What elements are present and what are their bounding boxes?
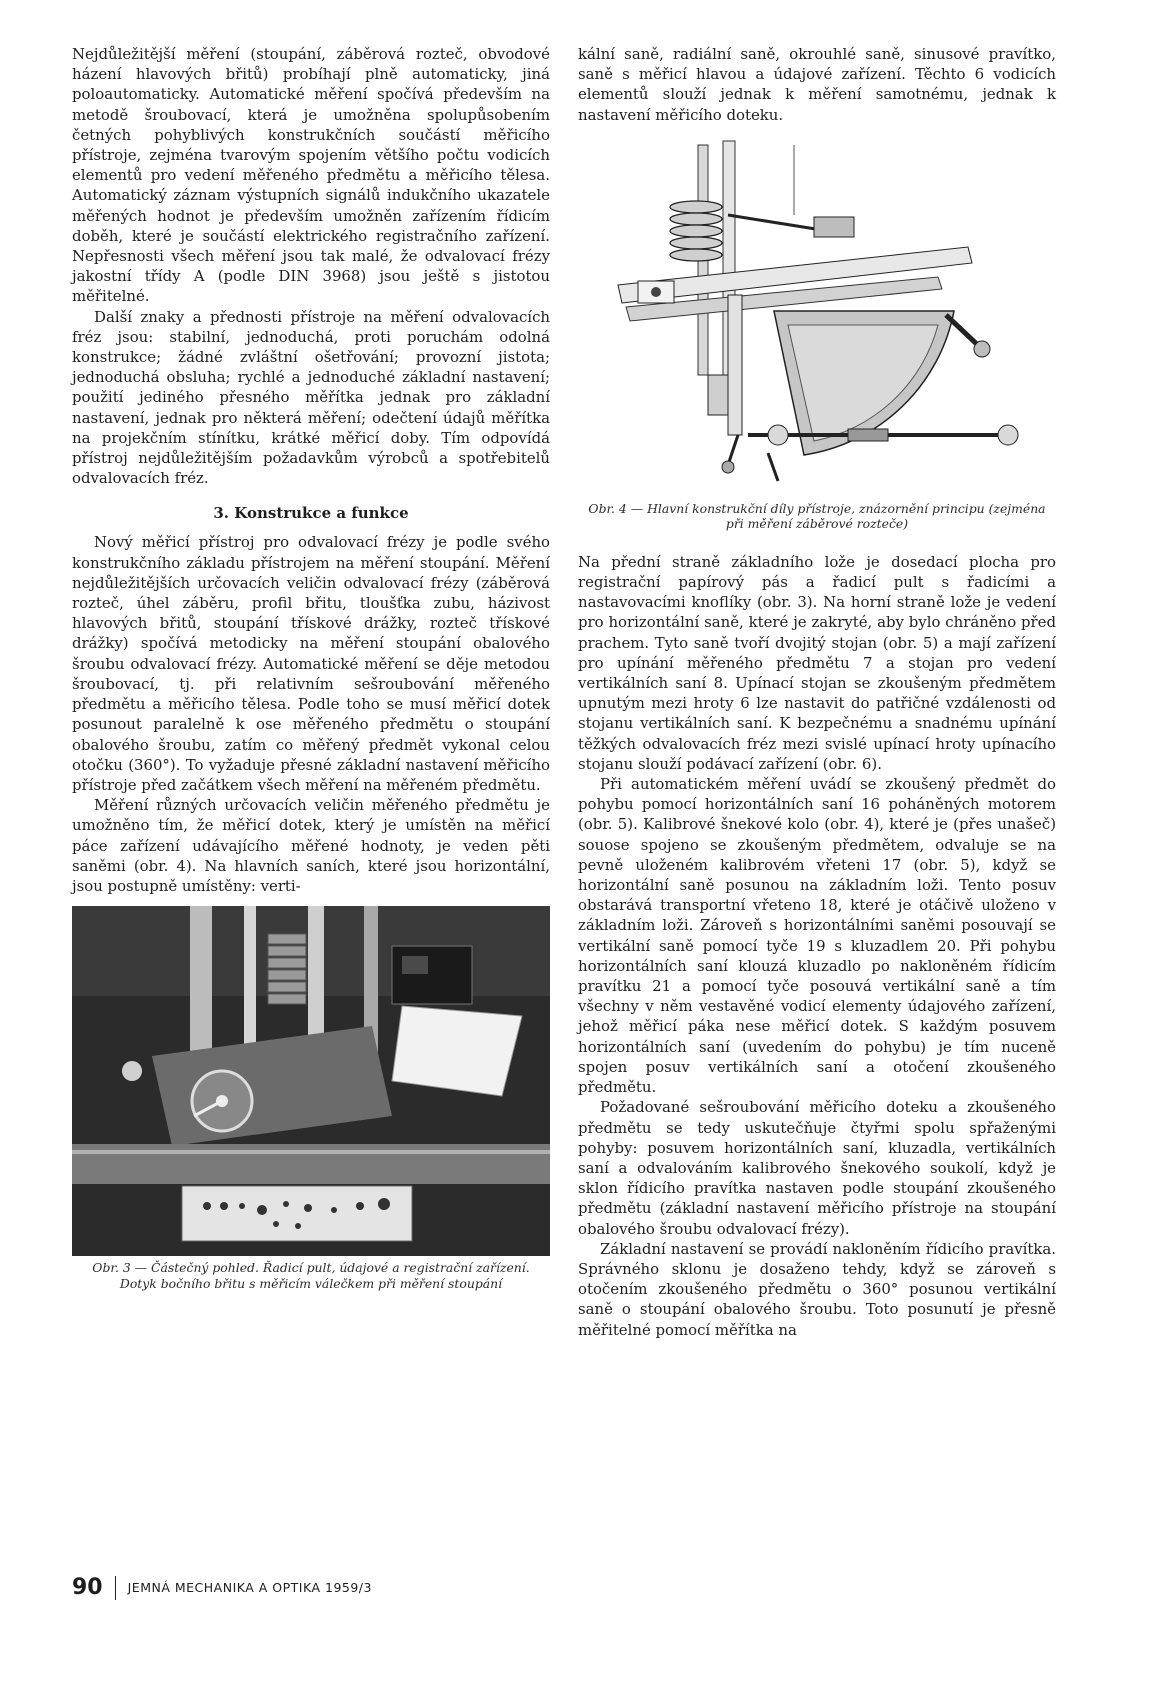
paragraph: Nový měřicí přístroj pro odvalovací frézy je podle svého konstrukčního základu přístrojem na měření stoupání. Měření nejdůležitějších určovacích veličin odvalovací frézy (záběrová rozteč, úhel záběru, profil břitu, tloušťka zubu, házivost hlavových břitů, stoupání třískové drážky, rozteč třískové drážky) spočívá metodicky na měření stoupání obalového šroubu odvalovací frézy. Automatické měření se děje metodou šroubovací, tj. při relativním sešroubování měřeného předmětu a měřicího tělesa. Podle toho se musí měřicí dotek posunout paralelně k ose měřeného předmětu o stoupání obalového šroubu, zatím co měřený předmět vykonal celou otočku (360°). To vyžaduje přesné základní nastavení měřicího přístroje před začátkem všech měření na měřeném předmětu. [72,533,550,794]
figure-4-caption: Obr. 4 — Hlavní konstrukční díly přístroje, znázornění principu (zejména při měření záběrové rozteče) [588,500,1046,532]
paragraph: Měření různých určovacích veličin měřeného předmětu je umožněno tím, že měřicí dotek, který je umístěn na měřicí páce zařízení udávajícího měřené hodnoty, je veden pěti saněmi (obr. 4). Na hlavních saních, které jsou horizontální, jsou postupně umístěny: verti- [72,796,550,895]
left-column [72,44,550,1299]
right-column [578,44,1056,1340]
paragraph: Základní nastavení se provádí nakloněním řídicího pravítka. Správného sklonu je dosaženo tehdy, když se zároveň s otočením zkoušeného předmětu o 360° posunou vertikální saně o stoupání obalového šroubu. Toto posunutí je přesně měřitelné pomocí měřítka na [578,1239,1056,1339]
paragraph: Na přední straně základního lože je dosedací plocha pro registrační papírový pás a řadicí pult s řadicími a nastavovacími knoflíky (obr. 3). Na horní straně lože je vedení pro horizontální saně, které je zakryté, aby bylo chráněno před prachem. Tyto saně tvoří dvojitý stojan (obr. 5) a mají zařízení pro upínání měřeného předmětu 7 a stojan pro vedení vertikálních saní 8. Upínací stojan se zkoušeným předmětem upnutým mezi hroty 6 lze nastavit do patřičné vzdálenosti od stojanu vertikálních saní. K bezpečnému a snadnému upínání těžkých odvalovacích fréz mezi svislé upínací hroty upínacího stojanu slouží podávací zařízení (obr. 6). [578,552,1056,773]
footer-divider [115,1576,116,1600]
paragraph: Nejdůležitější měření (stoupání, záběrová rozteč, obvodové házení hlavových břitů) probíhají plně automaticky, jiná poloautomaticky. Automatické měření spočívá především na metodě šroubovací, která je umožněna spolupůsobením četných pohyblivých konstrukčních součástí měřicího přístroje, zejména tvarovým spojením většího počtu vodicích elementů pro vedení měřeného předmětu a měřicího tělesa. Automatický záznam výstupních signálů indukčního ukazatele měřených hodnot je především umožněn zařízením řídicím doběh, které je součástí elektrického registračního zařízení. Nepřesnosti všech měření jsou tak malé, že odvalovací frézy jakostní třídy A (podle DIN 3968) jsou ještě s jistotou měřitelné. [72,45,550,306]
page-number: 90 [72,1575,103,1600]
paragraph: kální saně, radiální saně, okrouhlé saně, sinusové pravítko, saně s měřicí hlavou a údajové zařízení. Těchto 6 vodicích elementů slouží jednak k měření samotnému, jednak k nastavení měřicího doteku. [578,45,1056,124]
journal-name: JEMNÁ MECHANIKA A OPTIKA 1959/3 [127,1580,372,1595]
figure-3-photo [72,906,550,1256]
section-heading: 3. Konstrukce a funkce [213,504,409,523]
figure-4-diagram [578,135,1056,497]
paragraph: Požadované sešroubování měřicího doteku a zkoušeného předmětu se tedy uskutečňuje čtyřmi spolu spřaženými pohyby: posuvem horizontálních saní, kluzadla, vertikálních saní a odvalováním kalibrového šnekového soukolí, když je sklon řídicího pravítka nastaven podle stoupání zkoušeného předmětu (základní nastavení měřicího přístroje na stoupání obalového šroubu odvalovací frézy). [578,1098,1056,1238]
figure-4 [578,135,1056,532]
paragraph: Při automatickém měření uvádí se zkoušený předmět do pohybu pomocí horizontálních saní 16 poháněných motorem (obr. 5). Kalibrové šnekové kolo (obr. 4), které je (přes unašeč) souose spojeno se zkoušeným předmětem, odvaluje se na pevně uloženém kalibrovém vřeteni 17 (obr. 5), když se horizontální saně posunou na základním loži. Tento posuv obstarává transportní vřeteno 18, které je otáčivě uloženo v základním loži. Zároveň s horizontálními saněmi posouvají se vertikální saně pomocí tyče 19 s kluzadlem 20. Při pohybu horizontálních saní klouzá kluzadlo po nakloněném řídicím pravítku 21 a pomocí tyče posouvá vertikální saně a tím všechny v něm vestavěné vodicí elementy údajového zařízení, jehož měřicí páka nese měřicí dotek. S každým posuvem horizontálních saní (uvedením do pohybu) je tím nuceně spojen posuv vertikálních saní a otočení zkoušeného předmětu. [578,775,1056,1097]
figure-3-caption: Obr. 3 — Částečný pohled. Řadicí pult, údajové a registrační zařízení. Dotyk bočního břitu s měřicím válečkem při měření stoupání [92,1260,530,1291]
figure-3 [72,906,550,1291]
page-footer [72,1575,572,1600]
paragraph: Další znaky a přednosti přístroje na měření odvalovacích fréz jsou: stabilní, jednoduchá, proti poruchám odolná konstrukce; žádné zvláštní ošetřování; provozní jistota; jednoduchá obsluha; rychlé a jednoduché základní nastavení; použití jediného přesného měřítka jednak pro základní nastavení, jednak pro některá měření; odečtení údajů měřítka na projekčním stínítku, krátké měřicí doby. Tím odpovídá přístroj nejdůležitějším požadavkům výrobců a spotřebitelů odvalovacích fréz. [72,307,550,488]
